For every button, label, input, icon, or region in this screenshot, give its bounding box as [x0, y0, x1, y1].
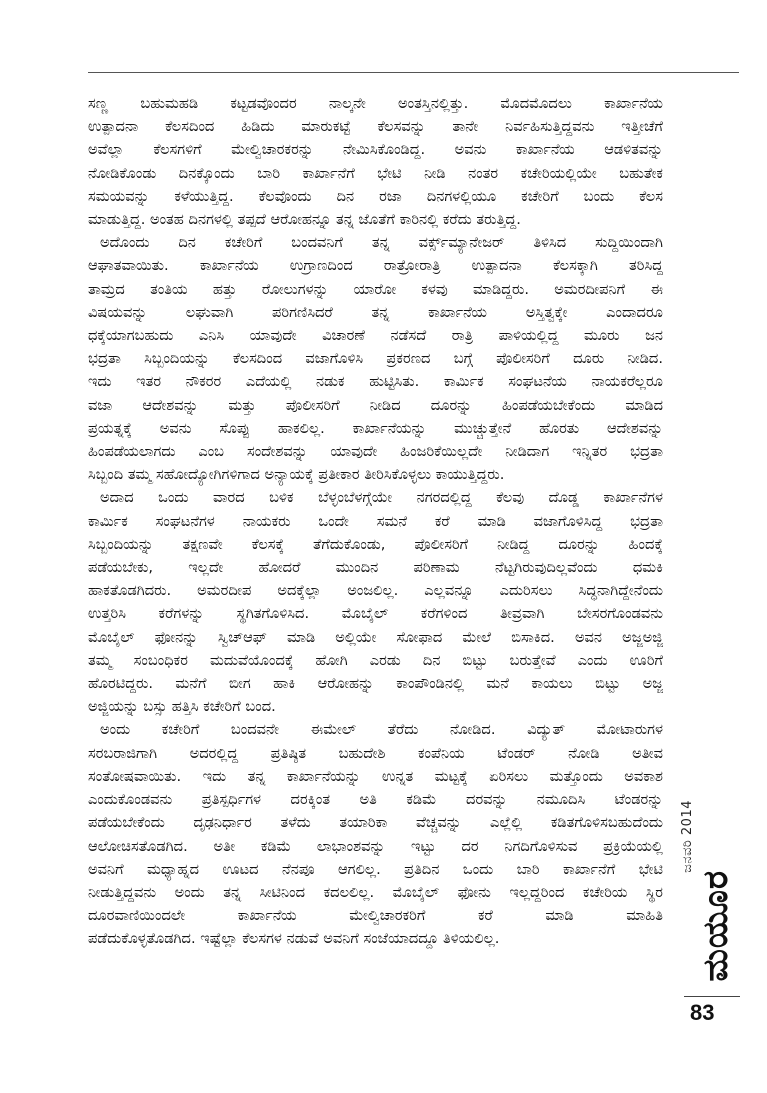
text-line: ಆಘಾತವಾಯಿತು. ಕಾರ್ಖಾನೆಯ ಉಗ್ರಾಣದಿಂದ ರಾತ್ರೋರಾತ್ರಿ ಉತ್ಪಾದನಾ ಕೆಲಸಕ್ಕಾಗಿ ತರಿಸಿದ್ದ [88, 257, 663, 275]
text-line: ಸಿಬ್ಬಂದಿಯನ್ನು ತಕ್ಷಣವೇ ಕೆಲಸಕ್ಕೆ ತೆಗೆದುಕೊಂಡು, ಪೊಲೀಸರಿಗೆ ನೀಡಿದ್ದ ದೂರನ್ನು ಹಿಂದಕ್ಕೆ [88, 535, 663, 553]
text-line: ಮೊಬೈಲ್ ಫೋನನ್ನು ಸ್ವಿಚ್‌ಆಫ್ ಮಾಡಿ ಅಲ್ಲಿಯೇ ಸೋಫಾದ ಮೇಲೆ ಬಿಸಾಕಿದ. ಅವನ ಅಜ್ಜಅಜ್ಜಿ [88, 628, 663, 646]
paragraph-1 [88, 92, 663, 231]
text-line: ಸಿಬ್ಬಂದಿ ತಮ್ಮ ಸಹೋದ್ಯೋಗಿಗಳಿಗಾದ ಅನ್ಯಾಯಕ್ಕೆ ಪ್ರತೀಕಾರ ತೀರಿಸಿಕೊಳ್ಳಲು ಕಾಯುತ್ತಿದ್ದರು. [88, 466, 505, 484]
text-line: ಸಮಯವನ್ನು ಕಳೆಯುತ್ತಿದ್ದ. ಕೆಲವೊಂದು ದಿನ ರಜಾ ದಿನಗಳಲ್ಲಿಯೂ ಕಚೇರಿಗೆ ಬಂದು ಕೆಲಸ [88, 187, 663, 205]
text-line: ಪಡೆದುಕೊಳ್ಳತೊಡಗಿದ. ಇಷ್ಟೆಲ್ಲಾ ಕೆಲಸಗಳ ನಡುವೆ ಅವನಿಗೆ ಸಂಜೆಯಾದದ್ದೂ ತಿಳಿಯಲಿಲ್ಲ. [88, 930, 500, 948]
text-line: ಉತ್ತರಿಸಿ ಕರೆಗಳನ್ನು ಸ್ಥಗಿತಗೊಳಿಸಿದ. ಮೊಬೈಲ್ ಕರೆಗಳಿಂದ ತೀವ್ರವಾಗಿ ಬೇಸರಗೊಂಡವನು [88, 605, 663, 623]
text-line: ಧಕ್ಕೆಯಾಗಬಹುದು ಎನಿಸಿ ಯಾವುದೇ ವಿಚಾರಣೆ ನಡೆಸದೆ ರಾತ್ರಿ ಪಾಳಿಯಲ್ಲಿದ್ದ ಮೂರು ಜನ [88, 327, 663, 345]
text-line: ಎಂದುಕೊಂಡವನು ಪ್ರತಿಸ್ಪರ್ಧಿಗಳ ದರಕ್ಕಿಂತ ಅತಿ ಕಡಿಮೆ ದರವನ್ನು ನಮೂದಿಸಿ ಟೆಂಡರನ್ನು [88, 791, 663, 809]
paragraph-3 [88, 486, 663, 718]
text-line: ಅಂದು ಕಚೇರಿಗೆ ಬಂದವನೇ ಈಮೇಲ್ ತೆರೆದು ನೋಡಿದ. ವಿದ್ಯುತ್ ಮೋಟಾರುಗಳ [100, 721, 663, 739]
text-line: ಮಾಡುತ್ತಿದ್ದ. ಅಂತಹ ದಿನಗಳಲ್ಲಿ ತಪ್ಪದೆ ಆರೋಹನ್ನೂ ತನ್ನ ಜೊತೆಗೆ ಕಾರಿನಲ್ಲಿ ಕರೆದು ತರುತ್ತಿದ್ದ. [88, 211, 521, 229]
page-number: 83 [690, 1000, 715, 1025]
text-line: ನೀಡುತ್ತಿದ್ದವನು ಅಂದು ತನ್ನ ಸೀಟಿನಿಂದ ಕದಲಲಿಲ್ಲ. ಮೊಬೈಲ್ ಫೋನು ಇಲ್ಲದ್ದರಿಂದ ಕಚೇರಿಯ ಸ್ಥಿರ [88, 883, 663, 901]
text-line: ಹೊರಟಿದ್ದರು. ಮನೆಗೆ ಬೀಗ ಹಾಕಿ ಆರೋಹನ್ನು ಕಾಂಪೌಂಡಿನಲ್ಲಿ ಮನೆ ಕಾಯಲು ಬಿಟ್ಟು ಅಜ್ಜ [88, 675, 663, 693]
text-line: ಹಿಂಪಡೆಯಲಾಗದು ಎಂಬ ಸಂದೇಶವನ್ನು ಯಾವುದೇ ಹಿಂಜರಿಕೆಯಿಲ್ಲದೇ ನೀಡಿದಾಗ ಇನ್ನಿತರ ಭದ್ರತಾ [88, 443, 663, 461]
text-line: ಸಣ್ಣ ಬಹುಮಹಡಿ ಕಟ್ಟಡವೊಂದರ ನಾಲ್ಕನೇ ಅಂತಸ್ತಿನಲ್ಲಿತ್ತು. ಮೊದಮೊದಲು ಕಾರ್ಖಾನೆಯ [88, 95, 663, 112]
text-line: ಉತ್ಪಾದನಾ ಕೆಲಸದಿಂದ ಹಿಡಿದು ಮಾರುಕಟ್ಟೆ ಕೆಲಸವನ್ನು ತಾನೇ ನಿರ್ವಹಿಸುತ್ತಿದ್ದವನು ಇತ್ತೀಚೆಗೆ [88, 118, 663, 136]
text-line: ವಿಷಯವನ್ನು ಲಘುವಾಗಿ ಪರಿಗಣಿಸಿದರೆ ತನ್ನ ಕಾರ್ಖಾನೆಯ ಅಸ್ತಿತ್ವಕ್ಕೇ ಎಂದಾದರೂ [88, 303, 663, 321]
text-line: ವಜಾ ಆದೇಶವನ್ನು ಮತ್ತು ಪೊಲೀಸರಿಗೆ ನೀಡಿದ ದೂರನ್ನು ಹಿಂಪಡೆಯಬೇಕೆಂದು ಮಾಡಿದ [88, 396, 663, 414]
text-line: ಕಾರ್ಮಿಕ ಸಂಘಟನೆಗಳ ನಾಯಕರು ಒಂದೇ ಸಮನೆ ಕರೆ ಮಾಡಿ ವಜಾಗೊಳಿಸಿದ್ದ ಭದ್ರತಾ [88, 512, 663, 530]
text-line: ಆಲೋಚಿಸತೊಡಗಿದ. ಅತೀ ಕಡಿಮೆ ಲಾಭಾಂಶವನ್ನು ಇಟ್ಟು ದರ ನಿಗದಿಗೊಳಿಸುವ ಪ್ರಕ್ರಿಯೆಯಲ್ಲಿ [88, 837, 663, 855]
text-line: ನೋಡಿಕೊಂಡು ದಿನಕ್ಕೊಂದು ಬಾರಿ ಕಾರ್ಖಾನೆಗೆ ಭೇಟಿ ನೀಡಿ ನಂತರ ಕಚೇರಿಯಲ್ಲಿಯೇ ಬಹುತೇಕ [88, 164, 663, 182]
text-line: ತಮ್ಮ ಸಂಬಂಧಿಕರ ಮದುವೆಯೊಂದಕ್ಕೆ ಹೋಗಿ ಎರಡು ದಿನ ಬಿಟ್ಟು ಬರುತ್ತೇವೆ ಎಂದು ಊರಿಗೆ [88, 651, 663, 669]
text-line: ಸರಬರಾಜಿಗಾಗಿ ಅದರಲ್ಲಿದ್ದ ಪ್ರತಿಷ್ಠಿತ ಬಹುದೇಶಿ ಕಂಪೆನಿಯ ಟೆಂಡರ್ ನೋಡಿ ಅತೀವ [88, 744, 663, 762]
text-line: ಪ್ರಯತ್ನಕ್ಕೆ ಅವನು ಸೊಪ್ಪು ಹಾಕಲಿಲ್ಲ. ಕಾರ್ಖಾನೆಯನ್ನು ಮುಚ್ಚುತ್ತೇನೆ ಹೊರತು ಆದೇಶವನ್ನು [88, 419, 663, 437]
paragraph-4 [88, 718, 663, 950]
text-line: ಅಜ್ಜಿಯನ್ನು ಬಸ್ಸು ಹತ್ತಿಸಿ ಕಚೇರಿಗೆ ಬಂದ. [88, 698, 276, 716]
text-line: ಪಡೆಯಬೇಕು, ಇಲ್ಲದೇ ಹೋದರೆ ಮುಂದಿನ ಪರಿಣಾಮ ನೆಟ್ಟಗಿರುವುದಿಲ್ಲವೆಂದು ಧಮಕಿ [88, 559, 663, 577]
text-line: ತಾಮ್ರದ ತಂತಿಯ ಹತ್ತು ರೋಲುಗಳನ್ನು ಯಾರೋ ಕಳವು ಮಾಡಿದ್ದರು. ಅಮರದೀಪನಿಗೆ ಈ [88, 280, 663, 298]
text-line: ಅವನಿಗೆ ಮಧ್ಯಾಹ್ನದ ಊಟದ ನೆನಪೂ ಆಗಲಿಲ್ಲ. ಪ್ರತಿದಿನ ಒಂದು ಬಾರಿ ಕಾರ್ಖಾನೆಗೆ ಭೇಟಿ [88, 860, 663, 878]
text-line: ಹಾಕತೊಡಗಿದರು. ಅಮರದೀಪ ಅದಕ್ಕೆಲ್ಲಾ ಅಂಜಲಿಲ್ಲ. ಎಲ್ಲವನ್ನೂ ಎದುರಿಸಲು ಸಿದ್ಧನಾಗಿದ್ದೇನೆಂದು [88, 582, 663, 600]
text-line: ಅವೆಲ್ಲಾ ಕೆಲಸಗಳಿಗೆ ಮೇಲ್ವಿಚಾರಕರನ್ನು ನೇಮಿಸಿಕೊಂಡಿದ್ದ. ಅವನು ಕಾರ್ಖಾನೆಯ ಆಡಳಿತವನ್ನು [88, 141, 663, 159]
text-line: ಅದೊಂದು ದಿನ ಕಚೇರಿಗೆ ಬಂದವನಿಗೆ ತನ್ನ ವರ್ಕ್ಸ್‌ಮ್ಯಾನೇಜರ್ ತಿಳಿಸಿದ ಸುದ್ದಿಯಿಂದಾಗಿ [100, 234, 663, 252]
top-rule [88, 72, 739, 73]
magazine-name: ಮಯೂರ [696, 870, 736, 982]
text-line: ಪಡೆಯಬೇಕೆಂದು ದೃಢನಿರ್ಧಾರ ತಳೆದು ತಯಾರಿಕಾ ವೆಚ್ಚವನ್ನು ಎಲ್ಲೆಲ್ಲಿ ಕಡಿತಗೊಳಿಸಬಹುದೆಂದು [88, 814, 663, 832]
text-line: ಭದ್ರತಾ ಸಿಬ್ಬಂದಿಯನ್ನು ಕೆಲಸದಿಂದ ವಜಾಗೊಳಿಸಿ ಪ್ರಕರಣದ ಬಗ್ಗೆ ಪೊಲೀಸರಿಗೆ ದೂರು ನೀಡಿದ. [88, 350, 663, 368]
paragraph-2 [88, 231, 663, 486]
issue-date: ಜನವರಿ 2014 [680, 800, 695, 873]
text-line: ಇದು ಇತರ ನೌಕರರ ಎದೆಯಲ್ಲಿ ನಡುಕ ಹುಟ್ಟಿಸಿತು. ಕಾರ್ಮಿಕ ಸಂಘಟನೆಯ ನಾಯಕರೆಲ್ಲರೂ [88, 373, 663, 391]
text-line: ಸಂತೋಷವಾಯಿತು. ಇದು ತನ್ನ ಕಾರ್ಖಾನೆಯನ್ನು ಉನ್ನತ ಮಟ್ಟಕ್ಕೆ ಏರಿಸಲು ಮತ್ತೊಂದು ಅವಕಾಶ [88, 767, 663, 785]
text-line: ದೂರವಾಣಿಯಿಂದಲೇ ಕಾರ್ಖಾನೆಯ ಮೇಲ್ವಿಚಾರಕರಿಗೆ ಕರೆ ಮಾಡಿ ಮಾಹಿತಿ [88, 907, 663, 925]
article-body [88, 92, 663, 951]
footer-rule [684, 996, 740, 997]
text-line: ಅದಾದ ಒಂದು ವಾರದ ಬಳಿಕ ಬೆಳ್ಳಂಬೆಳಗ್ಗೆಯೇ ನಗರದಲ್ಲಿದ್ದ ಕೆಲವು ದೊಡ್ಡ ಕಾರ್ಖಾನೆಗಳ [100, 489, 663, 507]
